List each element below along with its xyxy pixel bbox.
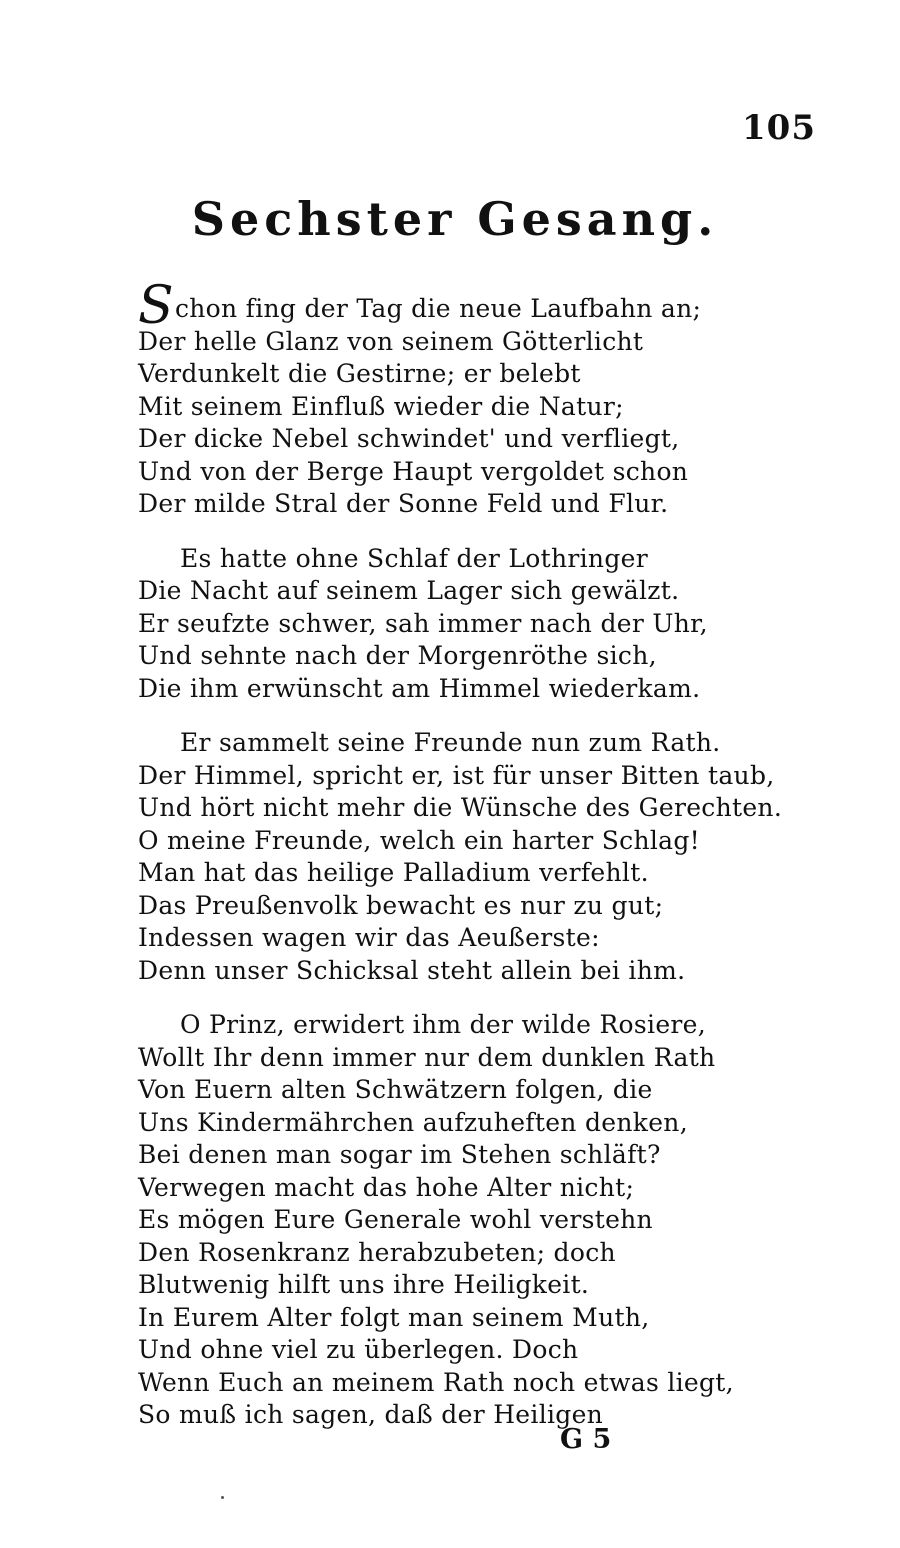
poem-line: Bei denen man sogar im Stehen schläft? (138, 1140, 661, 1169)
poem-line: Die ihm erwünscht am Himmel wiederkam. (138, 673, 701, 703)
poem-line: Der Himmel, spricht er, ist für unser Bitten taub, (138, 760, 775, 790)
signature-mark: G 5 (560, 1424, 612, 1455)
poem-line: Denn unser Schicksal steht allein bei ihm. (138, 955, 686, 985)
poem-line: Und von der Berge Haupt vergoldet schon (138, 456, 689, 486)
poem-line: Wollt Ihr denn immer nur dem dunklen Rath (138, 1042, 716, 1072)
poem-line: Er seufzte schwer, sah immer nach der Uhr, (138, 608, 708, 638)
stanza (138, 727, 818, 987)
poem-line: Der dicke Nebel schwindet' und verfliegt, (138, 424, 680, 453)
poem-line: Wenn Euch an meinem Rath noch etwas liegt, (138, 1367, 734, 1397)
poem-line: O Prinz, erwidert ihm der wilde Rosiere, (180, 1010, 707, 1039)
stanza (138, 276, 818, 521)
poem-line: Indessen wagen wir das Aeußerste: (138, 923, 600, 952)
poem-line: Und hört nicht mehr die Wünsche des Gerechten. (138, 793, 783, 822)
poem-line: Und sehnte nach der Morgenröthe sich, (138, 641, 657, 670)
poem-line: In Eurem Alter folgt man seinem Muth, (138, 1302, 650, 1332)
poem-line: Schon fing der Tag die neue Laufbahn an; (138, 276, 702, 336)
chapter-title: Sechster Gesang. (191, 192, 719, 246)
poem-line: Mit seinem Einfluß wieder die Natur; (138, 391, 624, 421)
poem-line: Blutwenig hilft uns ihre Heiligkeit. (138, 1270, 590, 1299)
poem-line: O meine Freunde, welch ein harter Schlag! (138, 825, 701, 855)
poem-line: Der milde Stral der Sonne Feld und Flur. (138, 489, 669, 518)
drop-cap: S (138, 276, 174, 336)
poem-line: So muß ich sagen, daß der Heiligen (138, 1400, 604, 1429)
page-number: 105 (742, 108, 816, 148)
poem-line: Verdunkelt die Gestirne; er belebt (138, 359, 581, 388)
poem-line: Uns Kindermährchen aufzuheften denken, (138, 1107, 688, 1137)
poem-line: Die Nacht auf seinem Lager sich gewälzt. (138, 576, 680, 605)
poem-line: Den Rosenkranz herabzubeten; doch (138, 1237, 616, 1267)
poem-line: Der helle Glanz von seinem Götterlicht (138, 326, 644, 356)
poem-line: Er sammelt seine Freunde nun zum Rath. (180, 728, 721, 757)
poem-line: Es hatte ohne Schlaf der Lothringer (180, 543, 648, 573)
paper-speck (221, 1496, 224, 1499)
stanza (138, 543, 818, 706)
poem-body (138, 276, 818, 1454)
stanza (138, 1009, 818, 1432)
poem-line: Es mögen Eure Generale wohl verstehn (138, 1205, 653, 1234)
poem-line: Das Preußenvolk bewacht es nur zu gut; (138, 890, 664, 920)
poem-line: Und ohne viel zu überlegen. Doch (138, 1335, 579, 1364)
poem-line: Verwegen macht das hohe Alter nicht; (138, 1172, 635, 1202)
poem-line: Von Euern alten Schwätzern folgen, die (138, 1075, 653, 1104)
poem-line: Man hat das heilige Palladium verfehlt. (138, 858, 649, 887)
